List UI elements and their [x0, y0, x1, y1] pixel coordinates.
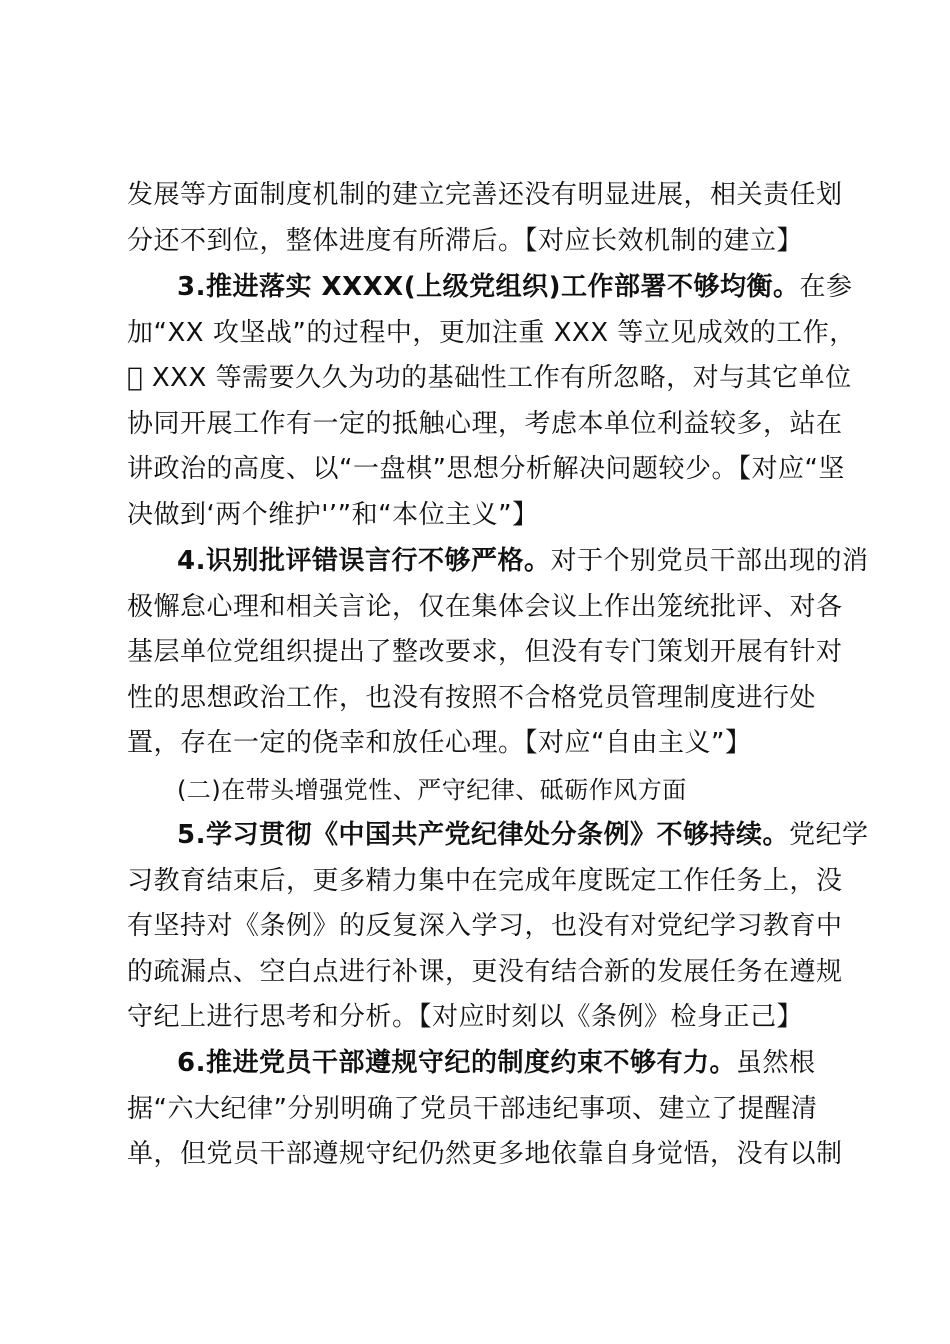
p5-line-1 — [177, 815, 868, 855]
p4-line-1 — [177, 541, 868, 581]
p3-heading: 3.推进落实 XXXX(上级党组织)工作部署不够均衡。 — [177, 272, 800, 302]
p4-line-4: 性的思想政治工作，也没有按照不合格党员管理制度进行处 — [127, 683, 817, 713]
p3-line-4: 协同开展工作有一定的抵触心理，考虑本单位利益较多，站在 — [127, 409, 843, 439]
p3-line-3: 􀀀 XXX 等需要久久为功的基础性工作有所忽略，对与其它单位 — [127, 363, 852, 393]
p4-heading: 4.识别批评错误言行不够严格。 — [177, 546, 551, 576]
p6-heading: 6.推进党员干部遵规守纪的制度约束不够有力。 — [177, 1048, 736, 1078]
p6-line-2: 据“六大纪律”分别明确了党员干部违纪事项、建立了提醒清 — [127, 1094, 818, 1124]
p5-line-5: 守纪上进行思考和分析。【对应时刻以《条例》检身正己】 — [127, 1002, 804, 1032]
p6-line-1-text: 虽然根 — [735, 1048, 816, 1078]
p4-line-5: 置，存在一定的侥幸和放任心理。【对应“自由主义”】 — [127, 728, 752, 758]
p4-line-2: 极懈怠心理和相关言论，仅在集体会议上作出笼统批评、对各 — [127, 592, 843, 622]
p3-line-1-text: 在参 — [799, 272, 853, 302]
p0-line-1: 发展等方面制度机制的建立完善还没有明显进展，相关责任划 — [127, 180, 843, 210]
section-2-heading: (二)在带头增强党性、严守纪律、砥砺作风方面 — [177, 776, 687, 804]
p5-line-4: 的疏漏点、空白点进行补课，更没有结合新的发展任务在遵规 — [127, 957, 843, 987]
p6-line-1 — [177, 1043, 815, 1083]
p3-line-1 — [177, 267, 853, 307]
p3-line-2: 加“XX 攻坚战”的过程中，更加注重 XXX 等立见成效的工作， — [127, 318, 856, 348]
p5-line-1-text: 党纪学 — [788, 820, 869, 850]
p3-line-5: 讲政治的高度、以“一盘棋”思想分析解决问题较少。【对应“坚 — [127, 454, 845, 484]
p0-line-2: 分还不到位，整体进度有所滞后。【对应长效机制的建立】 — [127, 226, 804, 256]
p6-line-3: 单，但党员干部遵规守纪仍然更多地依靠自身觉悟，没有以制 — [127, 1139, 843, 1169]
p5-line-2: 习教育结束后，更多精力集中在完成年度既定工作任务上，没 — [127, 866, 843, 896]
p4-line-1-text: 对于个别党员干部出现的消 — [550, 546, 869, 576]
p5-line-3: 有坚持对《条例》的反复深入学习，也没有对党纪学习教育中 — [127, 911, 843, 941]
p4-line-3: 基层单位党组织提出了整改要求，但没有专门策划开展有针对 — [127, 637, 843, 667]
p5-heading: 5.学习贯彻《中国共产党纪律处分条例》不够持续。 — [177, 820, 789, 850]
p3-line-6: 决做到‘两个维护'’”和“本位主义”】 — [127, 500, 539, 530]
